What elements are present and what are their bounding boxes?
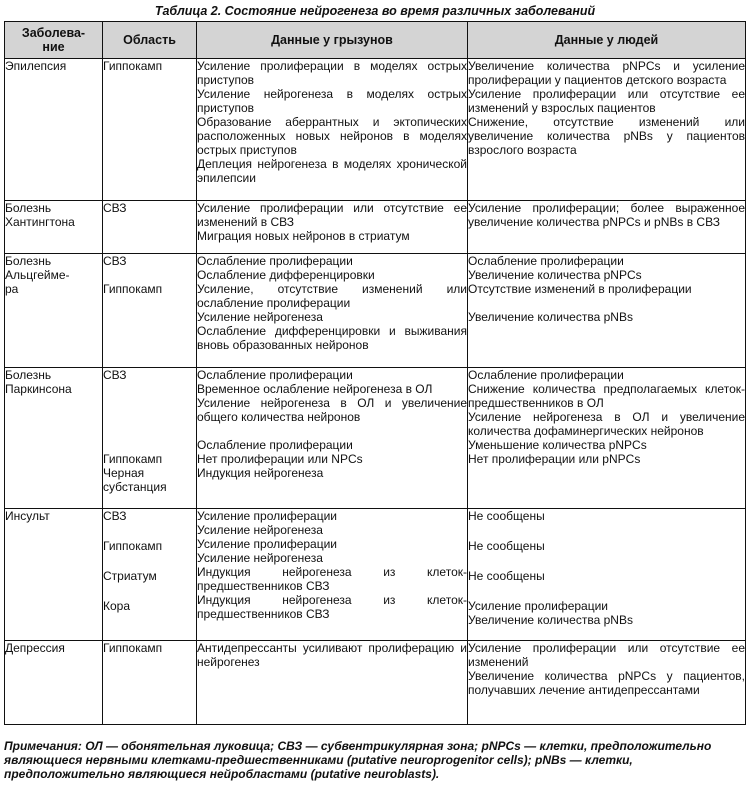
header-rodents: Данные у грызунов [197,22,468,59]
humans-cell: Увеличение количества pNPCs и усиление пролиферации у пациентов детского возраста Усиление пролиферации или отсутствие ее изменений у взрослых пациентов Снижение, отсутствие изменений или увеличение количества pNBs у пациентов взрослого возраста [468,59,746,201]
humans-cell: Усиление пролиферации; более выраженное увеличение количества pNPCs и pNBs в СВЗ [468,201,746,254]
header-area: Область [103,22,197,59]
area-cell: СВЗ Гиппокамп [103,254,197,368]
header-disease: Заболева- ние [5,22,103,59]
table-row-stroke [5,509,746,641]
table-row-depression [5,641,746,725]
rodents-cell: Ослабление пролиферации Ослабление дифференцировки Усиление, отсутствие изменений или ослабление пролиферации Усиление нейрогенеза Ослабление дифференцировки и выживания вновь образованных нейронов [197,254,468,368]
area-cell: СВЗ [103,201,197,254]
header-row [5,22,746,59]
disease-cell: Болезнь Хантингтона [5,201,103,254]
rodents-cell: Антидепрессанты усиливают пролиферацию и нейрогенез [197,641,468,725]
area-cell: Гиппокамп [103,641,197,725]
table-row-parkinson [5,368,746,509]
disease-cell: Болезнь Альцгейме- ра [5,254,103,368]
table-row-alzheimer [5,254,746,368]
humans-cell: Усиление пролиферации или отсутствие ее изменений Увеличение количества pNPCs у пациентов, получавших лечение антидепрессантами [468,641,746,725]
rodents-cell: Ослабление пролиферации Временное ослабление нейрогенеза в ОЛ Усиление нейрогенеза в ОЛ и увеличение общего количества нейронов Ослабление пролиферации Нет пролиферации или NPCs Индукция нейрогенеза [197,368,468,509]
disease-cell: Инсульт [5,509,103,641]
disease-cell: Эпилепсия [5,59,103,201]
area-cell: СВЗ Гиппокамп Стриатум Кора [103,509,197,641]
rodents-cell: Усиление пролиферации или отсутствие ее изменений в СВЗ Миграция новых нейронов в стриатум [197,201,468,254]
table-row-epilepsy [5,59,746,201]
area-cell: СВЗ Гиппокамп Черная субстанция [103,368,197,509]
humans-cell: Не сообщены Не сообщены Не сообщены Усиление пролиферации Увеличение количества pNBs [468,509,746,641]
rodents-cell: Усиление пролиферации в моделях острых приступов Усиление нейрогенеза в моделях острых приступов Образование аберрантных и эктопических расположенных новых нейронов в моделях острых приступов Деплеция нейрогенеза в моделях хронической эпилепсии [197,59,468,201]
header-humans: Данные у людей [468,22,746,59]
table-footnote: Примечания: ОЛ — обонятельная луковица; СВЗ — субвентрикулярная зона; pNPCs — клетки, предположительно являющиеся нервными клетками-предшественниками (putative neuroprogenitor cells); pNBs — клетки, предположительно являющиеся нейробластами (putative neuroblasts). [4,739,712,781]
table-row-huntington [5,201,746,254]
disease-cell: Болезнь Паркинсона [5,368,103,509]
area-cell: Гиппокамп [103,59,197,201]
humans-cell: Ослабление пролиферации Увеличение количества pNPCs Отсутствие изменений в пролиферации Увеличение количества pNBs [468,254,746,368]
disease-cell: Депрессия [5,641,103,725]
table-caption: Таблица 2. Состояние нейрогенеза во время различных заболеваний [154,4,596,18]
humans-cell: Ослабление пролиферации Снижение количества предполагаемых клеток-предшественников в ОЛ Усиление нейрогенеза в ОЛ и увеличение количества дофаминергических нейронов Уменьшение количества pNPCs Нет пролиферации или pNPCs [468,368,746,509]
disease-neurogenesis-table [4,21,746,725]
rodents-cell: Усиление пролиферации Усиление нейрогенеза Усиление пролиферации Усиление нейрогенеза Индукция нейрогенеза из клеток-предшественников СВЗ Индукция нейрогенеза из клеток-предшественников СВЗ [197,509,468,641]
